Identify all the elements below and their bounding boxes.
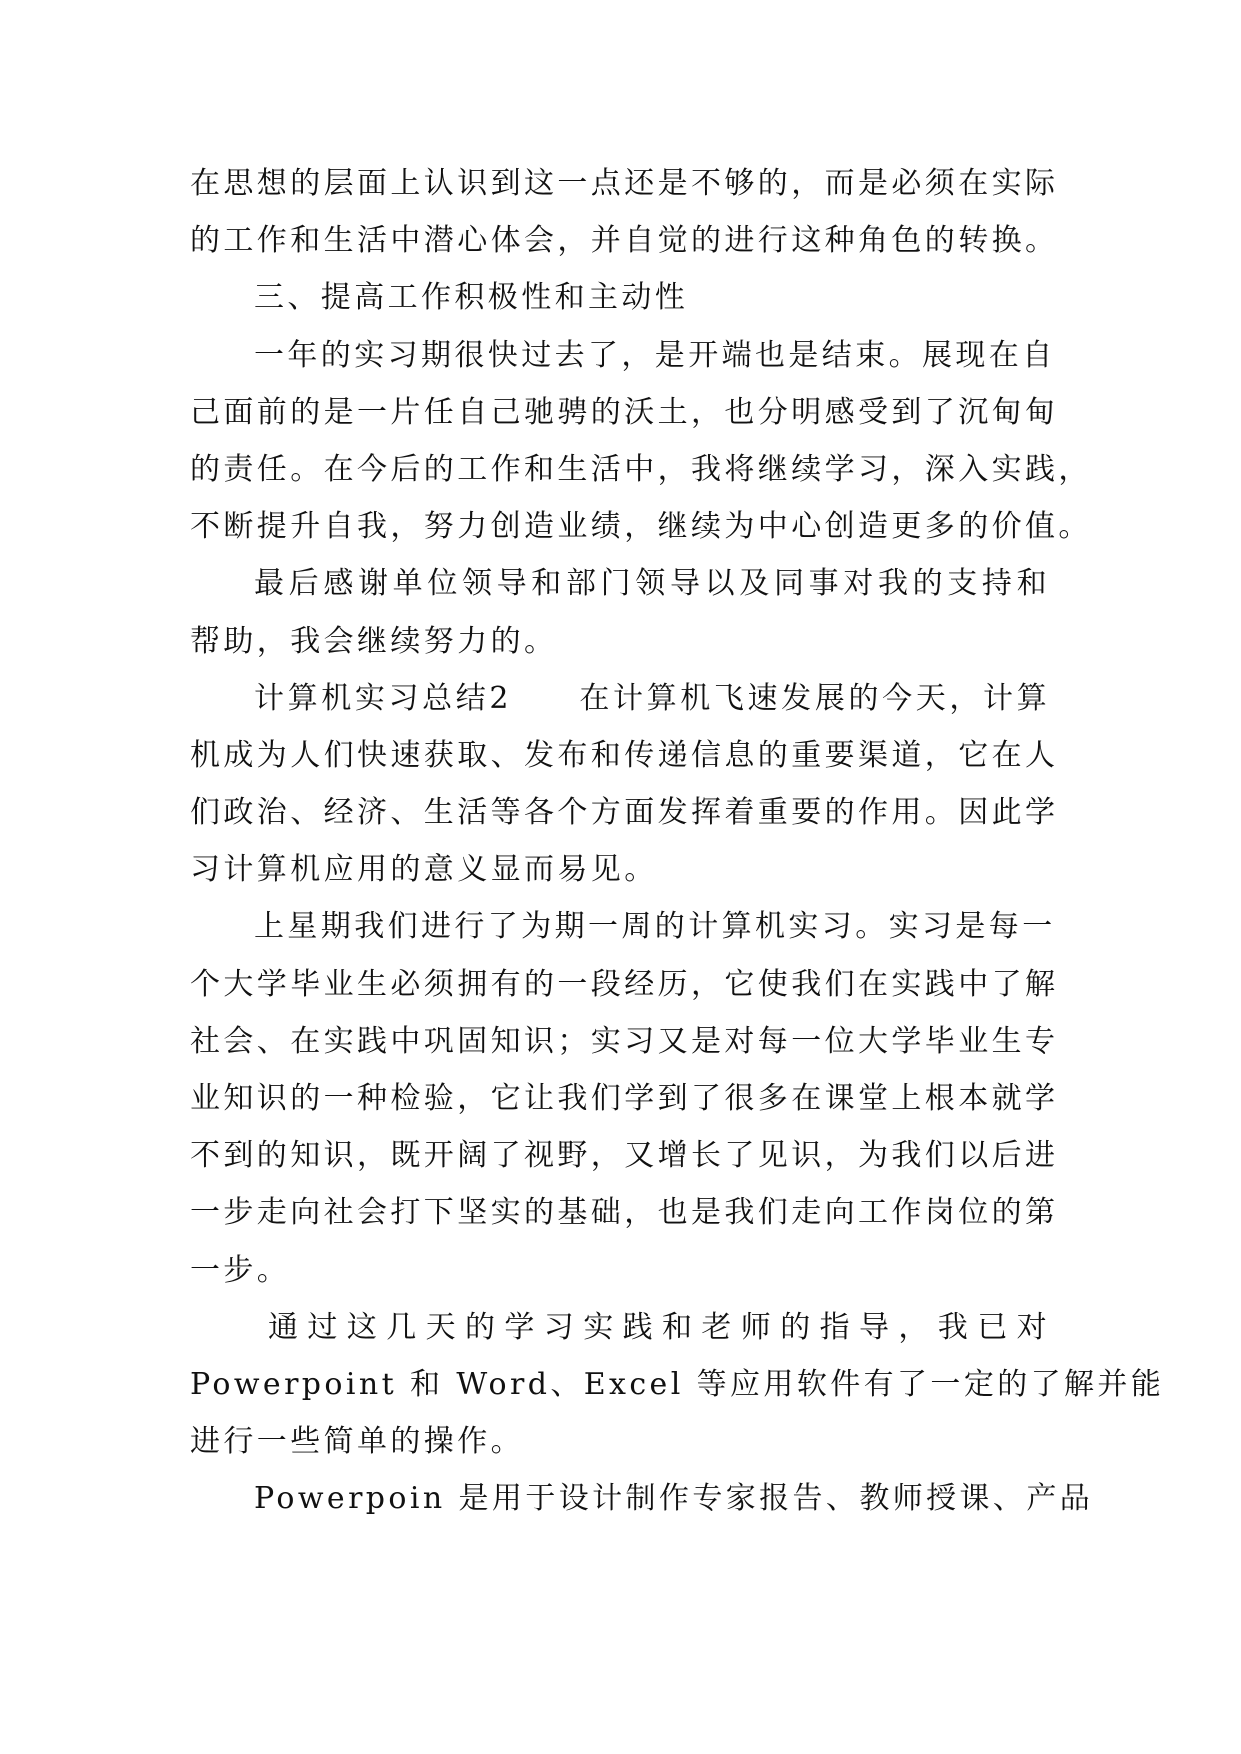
text-line: 习计算机应用的意义显而易见。 — [190, 852, 658, 888]
document-body — [190, 155, 1165, 1528]
text-line: Powerpoint 和 Word、Excel 等应用软件有了一定的了解并能 — [190, 1366, 1165, 1402]
text-line: 在思想的层面上认识到这一点还是不够的，而是必须在实际 — [190, 166, 1059, 201]
text-line: 的工作和生活中潜心体会，并自觉的进行这种角色的转换。 — [190, 223, 1059, 259]
text-line: 一步。 — [190, 1252, 291, 1288]
section-heading: 三、提高工作积极性和主动性 — [254, 280, 689, 316]
text-line: 们政治、经济、生活等各个方面发挥着重要的作用。因此学 — [190, 795, 1059, 831]
text-line: 社会、在实践中巩固知识；实习又是对每一位大学毕业生专 — [190, 1023, 1059, 1059]
text-line: 一年的实习期很快过去了，是开端也是结束。展现在自 — [254, 337, 1056, 373]
text-line: 一步走向社会打下坚实的基础，也是我们走向工作岗位的第 — [190, 1195, 1059, 1231]
text-line: 个大学毕业生必须拥有的一段经历，它使我们在实践中了解 — [190, 966, 1059, 1002]
text-line: 业知识的一种检验，它让我们学到了很多在课堂上根本就学 — [190, 1081, 1059, 1116]
text-line: 上星期我们进行了为期一周的计算机实习。实习是每一 — [254, 909, 1056, 945]
text-line: 己面前的是一片任自己驰骋的沃土，也分明感受到了沉甸甸 — [190, 394, 1059, 430]
text-line: 的责任。在今后的工作和生活中，我将继续学习，深入实践， — [190, 451, 1092, 487]
text-line: 计算机实习总结2 在计算机飞速发展的今天，计算 — [254, 680, 1050, 716]
text-line: 不到的知识，既开阔了视野，又增长了见识，为我们以后进 — [190, 1138, 1059, 1174]
text-line: 机成为人们快速获取、发布和传递信息的重要渠道，它在人 — [190, 737, 1059, 773]
text-line: 通过这几天的学习实践和老师的指导，我已对 — [268, 1309, 1050, 1345]
text-line: 进行一些简单的操作。 — [190, 1424, 524, 1460]
text-line: 最后感谢单位领导和部门领导以及同事对我的支持和 — [254, 566, 1050, 602]
text-line: Powerpoin 是用于设计制作专家报告、教师授课、产品 — [254, 1481, 1094, 1517]
text-line: 帮助，我会继续努力的。 — [190, 623, 558, 659]
text-line: 不断提升自我，努力创造业绩，继续为中心创造更多的价值。 — [190, 509, 1092, 545]
